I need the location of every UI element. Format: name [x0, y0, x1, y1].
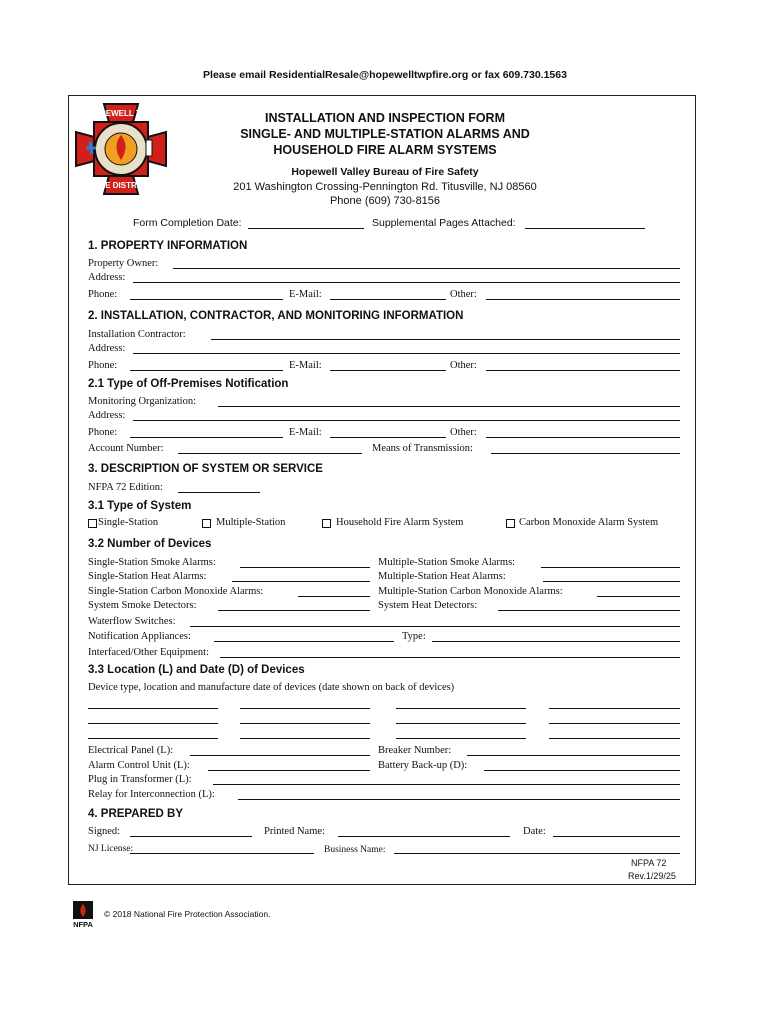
- property-phone-field[interactable]: [130, 299, 283, 300]
- multiple-heat-label: Multiple-Station Heat Alarms:: [378, 571, 506, 582]
- contractor-email-label: E-Mail:: [289, 360, 322, 371]
- monitoring-email-label: E-Mail:: [289, 427, 322, 438]
- means-of-transmission-label: Means of Transmission:: [372, 443, 473, 454]
- business-name-label: Business Name:: [324, 845, 386, 855]
- nj-license-label: NJ License:: [88, 844, 134, 854]
- property-phone-label: Phone:: [88, 289, 118, 300]
- waterflow-field[interactable]: [190, 626, 680, 627]
- single-heat-field[interactable]: [232, 581, 370, 582]
- relay-interconnection-label: Relay for Interconnection (L):: [88, 789, 215, 800]
- device-entry-field[interactable]: [396, 723, 526, 724]
- electrical-panel-field[interactable]: [190, 755, 370, 756]
- organization-name: Hopewell Valley Bureau of Fire Safety: [291, 166, 479, 178]
- monitoring-address-label: Address:: [88, 410, 126, 421]
- system-smoke-label: System Smoke Detectors:: [88, 600, 197, 611]
- breaker-number-field[interactable]: [467, 755, 680, 756]
- device-entry-field[interactable]: [396, 738, 526, 739]
- battery-backup-field[interactable]: [484, 770, 680, 771]
- waterflow-label: Waterflow Switches:: [88, 616, 176, 627]
- property-address-field[interactable]: [133, 282, 680, 283]
- plug-in-transformer-label: Plug in Transformer (L):: [88, 774, 192, 785]
- single-station-option-label: Single-Station: [98, 517, 159, 528]
- carbon-monoxide-checkbox[interactable]: [506, 519, 515, 528]
- monitoring-address-field[interactable]: [133, 420, 680, 421]
- monitoring-other-field[interactable]: [486, 437, 680, 438]
- system-smoke-field[interactable]: [218, 610, 370, 611]
- date-label: Date:: [523, 826, 546, 837]
- notification-appliances-field[interactable]: [214, 641, 394, 642]
- copyright-notice: © 2018 National Fire Protection Association.: [104, 909, 271, 919]
- nfpa-edition-field[interactable]: [178, 492, 260, 493]
- nfpa-number: NFPA 72: [631, 858, 667, 868]
- monitoring-phone-label: Phone:: [88, 427, 118, 438]
- means-of-transmission-field[interactable]: [491, 453, 680, 454]
- section-3-1-heading: 3.1 Type of System: [88, 500, 192, 512]
- contractor-other-field[interactable]: [486, 370, 680, 371]
- account-number-field[interactable]: [178, 453, 362, 454]
- device-entry-field[interactable]: [549, 708, 680, 709]
- section-2-1-heading: 2.1 Type of Off-Premises Notification: [88, 378, 289, 390]
- form-title-line-3: HOUSEHOLD FIRE ALARM SYSTEMS: [273, 143, 497, 157]
- nfpa-logo-text: NFPA: [73, 920, 93, 928]
- device-entry-field[interactable]: [88, 738, 218, 739]
- multiple-station-option-label: Multiple-Station: [216, 517, 286, 528]
- multiple-smoke-label: Multiple-Station Smoke Alarms:: [378, 557, 516, 568]
- notification-appliances-label: Notification Appliances:: [88, 631, 191, 642]
- form-title-line-1: INSTALLATION AND INSPECTION FORM: [264, 111, 506, 125]
- device-entry-field[interactable]: [88, 708, 218, 709]
- system-heat-label: System Heat Detectors:: [378, 600, 478, 611]
- signed-label: Signed:: [88, 826, 121, 837]
- device-entry-field[interactable]: [549, 738, 680, 739]
- revision-date: Rev.1/29/25: [628, 871, 676, 881]
- contractor-phone-field[interactable]: [130, 370, 283, 371]
- logo-text-bottom: FIRE DISTRICT: [92, 181, 150, 190]
- multiple-co-label: Multiple-Station Carbon Monoxide Alarms:: [378, 586, 563, 597]
- property-address-label: Address:: [88, 272, 126, 283]
- battery-backup-label: Battery Back-up (D):: [378, 760, 468, 771]
- nj-license-field[interactable]: [130, 853, 314, 854]
- property-other-label: Other:: [450, 289, 477, 300]
- multiple-co-field[interactable]: [597, 596, 680, 597]
- relay-interconnection-field[interactable]: [238, 799, 680, 800]
- contractor-email-field[interactable]: [330, 370, 446, 371]
- plug-in-transformer-field[interactable]: [213, 784, 680, 785]
- monitoring-org-label: Monitoring Organization:: [88, 396, 196, 407]
- alarm-control-unit-field[interactable]: [208, 770, 370, 771]
- contractor-phone-label: Phone:: [88, 360, 118, 371]
- single-smoke-label: Single-Station Smoke Alarms:: [88, 557, 216, 568]
- single-co-label: Single-Station Carbon Monoxide Alarms:: [88, 586, 264, 597]
- contractor-field[interactable]: [211, 339, 680, 340]
- monitoring-org-field[interactable]: [218, 406, 680, 407]
- interfaced-equipment-label: Interfaced/Other Equipment:: [88, 647, 209, 658]
- device-entry-field[interactable]: [88, 723, 218, 724]
- section-2-heading: 2. INSTALLATION, CONTRACTOR, AND MONITORING INFORMATION: [88, 310, 464, 322]
- household-fire-alarm-option-label: Household Fire Alarm System: [336, 517, 464, 528]
- business-name-field[interactable]: [394, 853, 680, 854]
- single-co-field[interactable]: [298, 596, 370, 597]
- nfpa-edition-label: NFPA 72 Edition:: [88, 482, 163, 493]
- multiple-smoke-field[interactable]: [541, 567, 680, 568]
- form-title-line-2: SINGLE- AND MULTIPLE-STATION ALARMS AND: [240, 127, 530, 141]
- contractor-address-label: Address:: [88, 343, 126, 354]
- section-1-heading: 1. PROPERTY INFORMATION: [88, 240, 248, 252]
- property-owner-field[interactable]: [173, 268, 680, 269]
- multiple-heat-field[interactable]: [543, 581, 680, 582]
- form-completion-date-field[interactable]: [248, 228, 364, 229]
- monitoring-email-field[interactable]: [330, 437, 446, 438]
- device-entry-field[interactable]: [396, 708, 526, 709]
- logo-text-top: HOPEWELL TWP: [88, 109, 154, 118]
- section-4-heading: 4. PREPARED BY: [88, 808, 184, 820]
- electrical-panel-label: Electrical Panel (L):: [88, 745, 174, 756]
- property-owner-label: Property Owner:: [88, 258, 159, 269]
- single-smoke-field[interactable]: [240, 567, 370, 568]
- section-3-heading: 3. DESCRIPTION OF SYSTEM OR SERVICE: [88, 463, 323, 475]
- interfaced-equipment-field[interactable]: [220, 657, 680, 658]
- household-fire-alarm-checkbox[interactable]: [322, 519, 331, 528]
- contractor-other-label: Other:: [450, 360, 477, 371]
- device-entry-field[interactable]: [240, 708, 370, 709]
- single-heat-label: Single-Station Heat Alarms:: [88, 571, 207, 582]
- device-entry-field[interactable]: [240, 723, 370, 724]
- breaker-number-label: Breaker Number:: [378, 745, 452, 756]
- printed-name-label: Printed Name:: [264, 826, 325, 837]
- organization-phone: Phone (609) 730-8156: [329, 195, 441, 207]
- supplemental-pages-field[interactable]: [525, 228, 645, 229]
- single-station-checkbox[interactable]: [88, 519, 97, 528]
- date-field[interactable]: [553, 836, 680, 837]
- system-heat-field[interactable]: [498, 610, 680, 611]
- property-other-field[interactable]: [486, 299, 680, 300]
- multiple-station-checkbox[interactable]: [202, 519, 211, 528]
- device-entry-field[interactable]: [240, 738, 370, 739]
- form-completion-date-label: Form Completion Date:: [133, 217, 242, 229]
- nfpa-logo-icon: [70, 900, 96, 928]
- monitoring-other-label: Other:: [450, 427, 477, 438]
- alarm-control-unit-label: Alarm Control Unit (L):: [88, 760, 190, 771]
- contractor-label: Installation Contractor:: [88, 329, 186, 340]
- section-3-3-heading: 3.3 Location (L) and Date (D) of Devices: [88, 664, 305, 676]
- supplemental-pages-label: Supplemental Pages Attached:: [372, 217, 516, 229]
- printed-name-field[interactable]: [338, 836, 510, 837]
- organization-address: 201 Washington Crossing-Pennington Rd. Titusville, NJ 08560: [233, 181, 537, 193]
- device-location-description: Device type, location and manufacture date of devices (date shown on back of devices): [88, 682, 455, 693]
- carbon-monoxide-option-label: Carbon Monoxide Alarm System: [519, 517, 659, 528]
- account-number-label: Account Number:: [88, 443, 164, 454]
- property-email-label: E-Mail:: [289, 289, 322, 300]
- signed-field[interactable]: [130, 836, 252, 837]
- monitoring-phone-field[interactable]: [130, 437, 283, 438]
- notification-type-label: Type:: [402, 631, 426, 642]
- device-entry-field[interactable]: [549, 723, 680, 724]
- section-3-2-heading: 3.2 Number of Devices: [88, 538, 212, 550]
- email-fax-note: Please email ResidentialResale@hopewelltwpfire.org or fax 609.730.1563: [203, 69, 567, 81]
- notification-type-field[interactable]: [432, 641, 680, 642]
- contractor-address-field[interactable]: [133, 353, 680, 354]
- property-email-field[interactable]: [330, 299, 446, 300]
